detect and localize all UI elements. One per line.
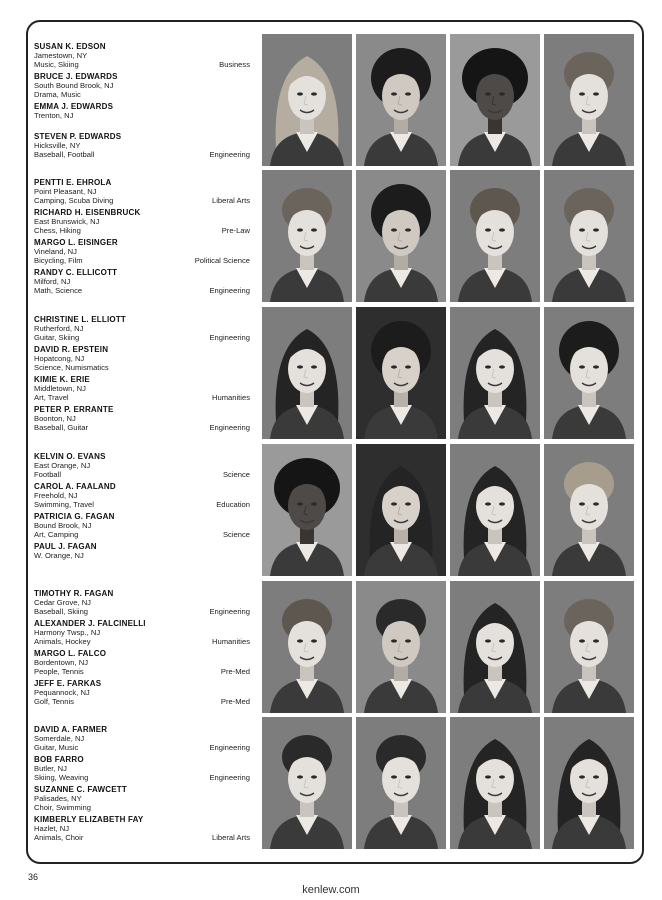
student-section (0, 307, 662, 439)
student-major: Engineering (209, 286, 250, 296)
student-section (0, 717, 662, 849)
student-activities: Animals, Choir (34, 833, 84, 843)
student-hometown: Somerdale, NJ (34, 734, 85, 744)
student-hometown: Vineland, NJ (34, 247, 77, 257)
student-section (0, 444, 662, 576)
student-name: PAUL J. FAGAN (34, 542, 97, 551)
student-portrait (262, 34, 352, 166)
student-portrait (544, 444, 634, 576)
student-entry (34, 268, 250, 296)
student-hometown: Bound Brook, NJ (34, 521, 92, 531)
student-portrait (544, 170, 634, 302)
student-major: Humanities (212, 393, 250, 403)
student-portrait (544, 34, 634, 166)
student-name: MARGO L. EISINGER (34, 238, 118, 247)
student-major: Engineering (209, 150, 250, 160)
student-name: PATRICIA G. FAGAN (34, 512, 115, 521)
student-portrait (450, 34, 540, 166)
student-major: Engineering (209, 773, 250, 783)
student-hometown: East Brunswick, NJ (34, 217, 100, 227)
student-portrait (262, 717, 352, 849)
student-hometown: Boonton, NJ (34, 414, 76, 424)
student-entry (34, 132, 250, 160)
student-name: BRUCE J. EDWARDS (34, 72, 118, 81)
student-name: PENTTI E. EHROLA (34, 178, 112, 187)
student-activities: Guitar, Music (34, 743, 79, 753)
student-name: EMMA J. EDWARDS (34, 102, 114, 111)
student-entry (34, 725, 250, 753)
student-major: Pre-Law (221, 226, 250, 236)
student-name: RANDY C. ELLICOTT (34, 268, 118, 277)
student-activities: Chess, Hiking (34, 226, 81, 236)
student-activities: Football (34, 470, 62, 480)
student-entries (34, 307, 250, 439)
student-name: KIMIE K. ERIE (34, 375, 90, 384)
student-section (0, 34, 662, 166)
student-name: TIMOTHY R. FAGAN (34, 589, 114, 598)
student-entry (34, 785, 250, 813)
student-entry (34, 815, 250, 843)
student-major: Pre-Med (220, 667, 250, 677)
student-portrait (262, 444, 352, 576)
student-major: Science (222, 470, 250, 480)
student-section (0, 170, 662, 302)
student-name: RICHARD H. EISENBRUCK (34, 208, 141, 217)
student-hometown: South Bound Brook, NJ (34, 81, 114, 91)
student-entry (34, 679, 250, 707)
student-entry (34, 482, 250, 510)
student-name: CHRISTINE L. ELLIOTT (34, 315, 126, 324)
student-major: Engineering (209, 743, 250, 753)
student-entry (34, 72, 250, 100)
student-hometown: Bordentown, NJ (34, 658, 89, 668)
student-activities: Bicycling, Film (34, 256, 83, 266)
student-hometown: Hicksville, NY (34, 141, 81, 151)
student-entry (34, 102, 250, 120)
student-portrait (356, 581, 446, 713)
student-hometown: Rutherford, NJ (34, 324, 84, 334)
student-entry (34, 42, 250, 70)
student-activities: Skiing, Weaving (34, 773, 89, 783)
watermark: kenlew.com (302, 884, 360, 896)
student-portrait (544, 717, 634, 849)
student-entry (34, 405, 250, 433)
student-entry (34, 452, 250, 480)
student-name: KIMBERLY ELIZABETH FAY (34, 815, 144, 824)
page-number: 36 (28, 872, 39, 882)
student-portrait (356, 34, 446, 166)
student-activities: Baseball, Guitar (34, 423, 89, 433)
student-hometown: East Orange, NJ (34, 461, 91, 471)
student-major: Pre-Med (220, 697, 250, 707)
student-portrait (356, 717, 446, 849)
student-entries (34, 717, 250, 849)
student-activities: Drama, Music (34, 90, 81, 100)
student-portrait (450, 717, 540, 849)
student-entry (34, 542, 250, 560)
student-activities: Art, Travel (34, 393, 69, 403)
portrait-row (262, 34, 636, 166)
portrait-row (262, 717, 636, 849)
student-portrait (450, 170, 540, 302)
student-name: DAVID R. EPSTEIN (34, 345, 109, 354)
portrait-row (262, 170, 636, 302)
student-name: KELVIN O. EVANS (34, 452, 106, 461)
student-name: PETER P. ERRANTE (34, 405, 114, 414)
student-hometown: Jamestown, NY (34, 51, 88, 61)
student-activities: Music, Skiing (34, 60, 79, 70)
student-portrait (356, 444, 446, 576)
student-entry (34, 512, 250, 540)
student-entry (34, 208, 250, 236)
student-name: ALEXANDER J. FALCINELLI (34, 619, 146, 628)
student-major: Engineering (209, 333, 250, 343)
student-major: Engineering (209, 607, 250, 617)
student-portrait (544, 581, 634, 713)
student-name: BOB FARRO (34, 755, 84, 764)
student-activities: Guitar, Skiing (34, 333, 80, 343)
student-name: CAROL A. FAALAND (34, 482, 116, 491)
student-entry (34, 238, 250, 266)
student-name: SUZANNE C. FAWCETT (34, 785, 127, 794)
student-major: Humanities (212, 637, 250, 647)
student-activities: Golf, Tennis (34, 697, 74, 707)
student-major: Education (216, 500, 250, 510)
portrait-row (262, 581, 636, 713)
student-activities: People, Tennis (34, 667, 84, 677)
student-hometown: Hopatcong, NJ (34, 354, 85, 364)
student-portrait (356, 307, 446, 439)
student-portrait (262, 581, 352, 713)
student-entry (34, 315, 250, 343)
student-portrait (262, 307, 352, 439)
student-entries (34, 444, 250, 576)
student-name: MARGO L. FALCO (34, 649, 107, 658)
student-hometown: Pequannock, NJ (34, 688, 90, 698)
student-entry (34, 178, 250, 206)
portrait-row (262, 444, 636, 576)
student-portrait (450, 581, 540, 713)
student-major: Liberal Arts (212, 833, 250, 843)
student-activities: Animals, Hockey (34, 637, 91, 647)
student-major: Political Science (194, 256, 250, 266)
student-entries (34, 581, 250, 713)
student-hometown: Middletown, NJ (34, 384, 86, 394)
student-major: Engineering (209, 423, 250, 433)
student-entry (34, 619, 250, 647)
student-name: DAVID A. FARMER (34, 725, 108, 734)
student-hometown: Point Pleasant, NJ (34, 187, 97, 197)
student-hometown: Cedar Grove, NJ (34, 598, 91, 608)
student-entries (34, 170, 250, 302)
student-entry (34, 589, 250, 617)
student-activities: Science, Numismatics (34, 363, 109, 373)
student-activities: Baseball, Skiing (34, 607, 89, 617)
student-portrait (450, 307, 540, 439)
student-activities: Baseball, Football (34, 150, 95, 160)
student-activities: Math, Science (34, 286, 83, 296)
student-name: JEFF E. FARKAS (34, 679, 102, 688)
student-hometown: Trenton, NJ (34, 111, 74, 121)
student-major: Business (219, 60, 250, 70)
student-entry (34, 649, 250, 677)
student-portrait (262, 170, 352, 302)
student-activities: Swimming, Travel (34, 500, 94, 510)
student-major: Science (222, 530, 250, 540)
student-activities: Choir, Swimming (34, 803, 91, 813)
student-portrait (544, 307, 634, 439)
student-activities: Camping, Scuba Diving (34, 196, 114, 206)
student-entry (34, 375, 250, 403)
student-hometown: W. Orange, NJ (34, 551, 84, 561)
student-portrait (356, 170, 446, 302)
student-activities: Art, Camping (34, 530, 79, 540)
student-entry (34, 755, 250, 783)
portrait-row (262, 307, 636, 439)
student-hometown: Hazlet, NJ (34, 824, 70, 834)
student-portrait (450, 444, 540, 576)
student-entries (34, 34, 250, 166)
student-name: STEVEN P. EDWARDS (34, 132, 122, 141)
student-section (0, 581, 662, 713)
student-hometown: Palisades, NY (34, 794, 82, 804)
student-hometown: Harmony Twsp., NJ (34, 628, 101, 638)
student-major: Liberal Arts (212, 196, 250, 206)
student-hometown: Freehold, NJ (34, 491, 78, 501)
student-hometown: Butler, NJ (34, 764, 67, 774)
student-entry (34, 345, 250, 373)
student-name: SUSAN K. EDSON (34, 42, 106, 51)
student-hometown: Milford, NJ (34, 277, 71, 287)
